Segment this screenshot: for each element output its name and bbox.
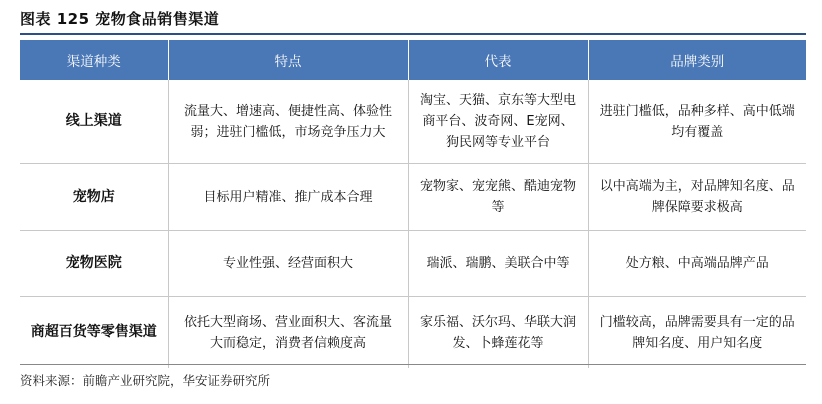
table-row [20,297,806,369]
table-row [20,80,806,164]
representatives-cell: 淘宝、天猫、京东等大型电商平台、波奇网、E宠网、狗民网等专业平台 [408,80,588,164]
sales-channel-table [20,40,806,368]
header-features: 特点 [168,40,408,80]
table-header-row [20,40,806,80]
table-row [20,231,806,297]
brand-category-cell: 门槛较高，品牌需要具有一定的品牌知名度、用户知名度 [588,297,806,369]
figure-title: 图表 125 宠物食品销售渠道 [20,10,220,28]
title-divider [20,33,806,35]
channel-name-cell: 商超百货等零售渠道 [20,297,168,369]
table-row [20,164,806,231]
representatives-cell: 家乐福、沃尔玛、华联大润发、卜蜂莲花等 [408,297,588,369]
brand-category-cell: 进驻门槛低，品种多样、高中低端均有覆盖 [588,80,806,164]
channel-name-cell: 线上渠道 [20,80,168,164]
header-brand-category: 品牌类别 [588,40,806,80]
features-cell: 依托大型商场、营业面积大、客流量大而稳定，消费者信赖度高 [168,297,408,369]
features-cell: 流量大、增速高、便捷性高、体验性弱；进驻门槛低，市场竞争压力大 [168,80,408,164]
header-representatives: 代表 [408,40,588,80]
source-note: 资料来源：前瞻产业研究院，华安证券研究所 [20,373,271,388]
header-channel-type: 渠道种类 [20,40,168,80]
representatives-cell: 瑞派、瑞鹏、美联合中等 [408,231,588,297]
features-cell: 专业性强、经营面积大 [168,231,408,297]
table-bottom-rule [20,364,806,365]
features-cell: 目标用户精准、推广成本合理 [168,164,408,231]
representatives-cell: 宠物家、宠宠熊、酷迪宠物等 [408,164,588,231]
brand-category-cell: 以中高端为主，对品牌知名度、品牌保障要求极高 [588,164,806,231]
channel-name-cell: 宠物店 [20,164,168,231]
channel-name-cell: 宠物医院 [20,231,168,297]
brand-category-cell: 处方粮、中高端品牌产品 [588,231,806,297]
